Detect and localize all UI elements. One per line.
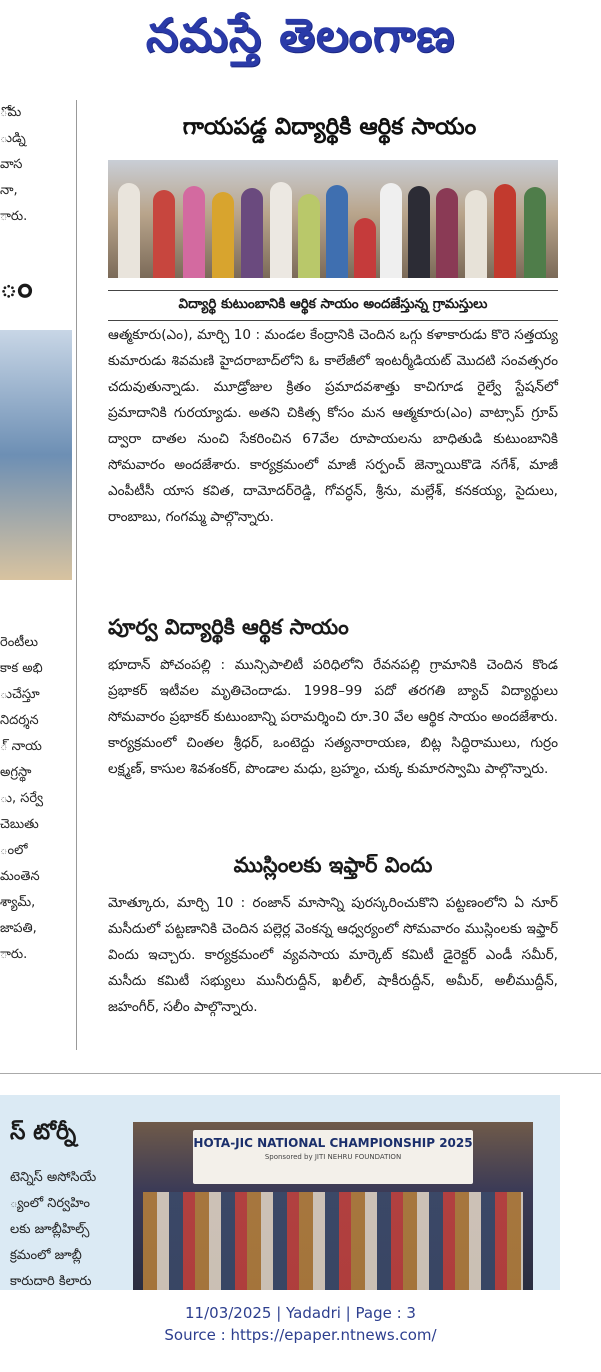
footer-source-line: Source : https://epaper.ntnews.com/	[164, 1326, 437, 1344]
page-footer	[0, 1302, 601, 1346]
story1-body	[108, 322, 558, 530]
bottom-fragment: కారుదారి కిలారు	[10, 1274, 92, 1289]
left-fragment: ారు.	[0, 209, 28, 224]
left-fragment: ుచేస్తూ	[0, 687, 40, 702]
left-fragment: ు, సర్వే	[0, 791, 44, 806]
left-fragment: నా,	[0, 183, 18, 198]
left-fragment: రెంటీలు	[0, 635, 39, 650]
banner-title: HOTA-JIC NATIONAL CHAMPIONSHIP 2025	[193, 1136, 473, 1150]
left-fragment: ంలో	[0, 843, 28, 858]
left-fragment: ుడ్ని	[0, 131, 26, 146]
bottom-fragment: క్రమంలో జూబ్లీ	[10, 1248, 82, 1263]
column-divider	[76, 100, 77, 1050]
story2-headline: పూర్వ విద్యార్థికి ఆర్థిక సాయం	[108, 615, 349, 639]
left-fragment: నిదర్శన	[0, 713, 39, 728]
story2-text: భూదాన్ పోచంపల్లి : మున్సిపాలిటీ పరిధిలోని రేవనపల్లి గ్రామానికి చెందిన కొండ ప్రభాకర్ ఇటీవల మృతిచెందాడు. 1998–99 పదో తరగతి బ్యాచ్ విద్యార్థులు సోమవారం ప్రభాకర్ కుటుంబాన్ని పరామర్శించి రూ.30 వేల ఆర్థిక సాయం అందజేశారు. కార్యక్రమంలో చింతల శ్రీధర్, ఒంటెద్దు సత్యనారాయణ, బిట్ల సిద్ధిరాములు, గుర్రం లక్ష్మణ్, కాసుల శివశంకర్, పొండాల మధు, బ్రహ్మం, చుక్క కుమారస్వామి పాల్గొన్నారు.	[108, 657, 558, 777]
story3-headline: ముస్లింలకు ఇఫ్తార్ విందు	[233, 853, 433, 877]
newspaper-title: నమస్తే తెలంగాణ	[145, 8, 456, 62]
left-column-fragment	[0, 100, 72, 968]
left-fragment: కాక అభి	[0, 661, 43, 676]
footer-date-line: 11/03/2025 | Yadadri | Page : 3	[185, 1304, 416, 1322]
left-fragment: ారు.	[0, 947, 28, 962]
story2-body	[108, 652, 558, 782]
left-photo	[0, 330, 72, 580]
story3-text: మోత్కూరు, మార్చి 10 : రంజాన్ మాసాన్ని పురస్కరించుకొని పట్టణంలోని ఏ నూర్ మసీదులో పట్టణానికి చెందిన పల్లెర్ల వెంకన్న ఆధ్వర్యంలో సోమవారం ముస్లింలకు ఇఫ్తార్ విందు ఇచ్చారు. కార్యక్రమంలో వ్యవసాయ మార్కెట్ కమిటీ డైరెక్టర్ ఎండీ సమీర్, మసీదు కమిటీ సభ్యులు మునీరుద్దీన్, ఖలీల్, షాకీరుద్దీన్, అమీర్, అలీముద్దీన్, జహంగీర్, సలీం పాల్గొన్నారు.	[108, 895, 558, 1015]
left-fragment: ్ నాయ	[0, 739, 42, 754]
banner-sponsor: Sponsored by JITI NEHRU FOUNDATION	[264, 1153, 402, 1161]
story1-photo-caption: విద్యార్థి కుటుంబానికి ఆర్థిక సాయం అందజేస్తున్న గ్రామస్తులు	[108, 290, 558, 321]
championship-banner	[193, 1130, 473, 1184]
masthead	[0, 0, 601, 84]
bottom-story-headline: స్ టోర్నీ	[10, 1120, 77, 1145]
bottom-story-text	[10, 1165, 130, 1295]
left-fragment: చెబుతు	[0, 817, 39, 832]
left-fragment: వాస	[0, 157, 23, 172]
story1-text: ఆత్మకూరు(ఎం), మార్చి 10 : మండల కేంద్రానికి చెందిన ఒగ్గు కళాకారుడు కొరె సత్తయ్య కుమారుడు శివమణి హైదరాబాద్‌లోని ఓ కాలేజీలో ఇంటర్మీడియట్ మొదటి సంవత్సరం చదువుతున్నాడు. మూడ్రోజుల క్రితం ప్రమాదవశాత్తు కాచిగూడ రైల్వే స్టేషన్‌లో ప్రమాదానికి గురయ్యాడు. అతని చికిత్స కోసం మన ఆత్మకూరు(ఎం) వాట్సాప్ గ్రూప్ ద్వారా దాతల నుంచి సేకరించిన 67వేల రూపాయలను బాధితుడి కుటుంబానికి సోమవారం అందజేశారు. కార్యక్రమంలో మాజీ సర్పంచ్ జెన్నాయికొడె నగేశ్, మాజీ ఎంపీటీసీ యాస కవిత, దామోదర్‌రెడ్డి, గోవర్ధన్, శ్రీను, మల్లేశ్, కనకయ్య, సైదులు, రాంబాబు, గంగమ్మ పాల్గొన్నారు.	[108, 327, 558, 525]
bottom-fragment: ్యంలో నిర్వహిం	[10, 1196, 90, 1211]
left-big-char: ం	[0, 270, 33, 305]
main-column	[88, 100, 571, 1015]
story1-photo	[108, 160, 558, 278]
left-fragment: జాపతి,	[0, 921, 37, 936]
left-fragment: శ్యామ్,	[0, 895, 36, 910]
left-fragment: మంతెన	[0, 869, 40, 884]
left-fragment: ోమ	[0, 105, 22, 120]
story3-body	[108, 890, 558, 1020]
left-fragment: అగ్రస్థా	[0, 765, 32, 780]
players-group	[143, 1192, 523, 1290]
story1-headline: గాయపడ్డ విద్యార్థికి ఆర్థిక సాయం	[182, 114, 477, 140]
championship-photo	[133, 1122, 533, 1290]
bottom-fragment: టెన్నిస్ అసోసియే	[10, 1170, 97, 1185]
bottom-fragment: లకు జూబ్లీహిల్స్	[10, 1222, 90, 1237]
section-divider	[0, 1073, 601, 1074]
